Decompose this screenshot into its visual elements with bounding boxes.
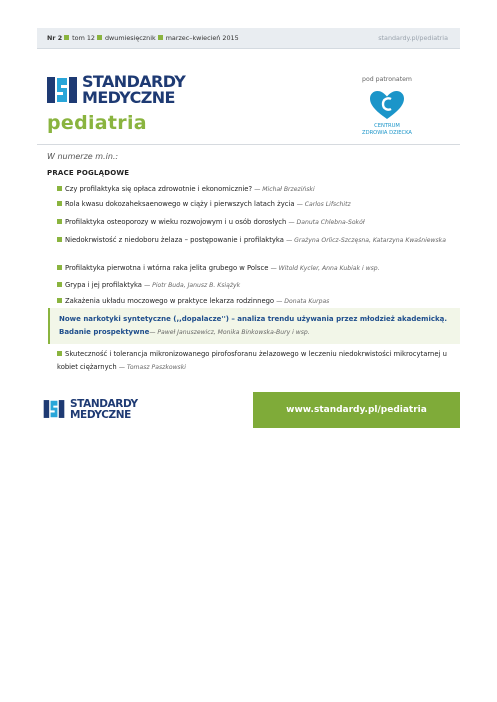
article-title: Czy profilaktyka się opłaca zdrowotnie i ekonomicznie? xyxy=(65,185,253,193)
patronage-org xyxy=(352,123,422,136)
bullet-square-icon xyxy=(57,237,62,242)
article-item[interactable] xyxy=(57,234,452,247)
bullet-square-icon xyxy=(57,298,62,303)
bullet-square-icon xyxy=(57,186,62,191)
article-authors: — Piotr Buda, Janusz B. Książyk xyxy=(144,282,241,289)
header-divider xyxy=(37,144,460,145)
article-authors: — Donata Kurpas xyxy=(276,298,330,305)
volume: tom 12 xyxy=(72,34,95,42)
logo-line1: STANDARDY xyxy=(82,72,186,91)
bullet-square-icon xyxy=(57,219,62,224)
logo-mark-icon xyxy=(47,74,77,106)
patronage-org-line2: ZDROWIA DZIECKA xyxy=(362,129,412,136)
issue-details xyxy=(47,28,239,48)
article-item[interactable] xyxy=(57,295,452,308)
bullet-square-icon xyxy=(57,201,62,206)
article-authors: — Tomasz Paszkowski xyxy=(118,364,186,371)
logo-line2: MEDYCZNE xyxy=(82,88,175,107)
website-link[interactable]: www.standardy.pl/pediatria xyxy=(253,392,460,428)
journal-name: pediatria xyxy=(47,112,147,134)
featured-authors: — Paweł Januszewicz, Monika Binkowska-Bury i wsp. xyxy=(149,329,310,336)
logo-wordmark xyxy=(82,74,185,106)
footer-logo-line1: STANDARDY xyxy=(70,398,138,410)
patronage-org-line1: CENTRUM xyxy=(374,123,400,129)
article-item[interactable] xyxy=(57,279,452,292)
article-title: Skuteczność i tolerancja mikronizowanego pirofosforanu żelazowego w leczeniu niedokrwistości mikrocytarnej u kobiet ciężarnych xyxy=(57,350,447,371)
article-item[interactable] xyxy=(57,262,452,275)
patronage-label: pod patronatem xyxy=(362,76,412,83)
featured-article-text xyxy=(59,313,449,339)
topbar-url[interactable]: standardy.pl/pediatria xyxy=(378,34,448,42)
bullet-square-icon xyxy=(57,282,62,287)
article-item[interactable] xyxy=(57,216,452,229)
article-title: Niedokrwistość z niedoboru żelaza – postępowanie i profilaktyka xyxy=(65,236,284,244)
article-title: Rola kwasu dokozaheksaenowego w ciąży i pierwszych latach życia xyxy=(65,200,295,208)
issue-number: Nr 2 xyxy=(47,34,63,42)
section-heading: PRACE POGLĄDOWE xyxy=(47,169,130,177)
footer-wordmark xyxy=(70,399,138,420)
article-authors: — Carlos Lifschitz xyxy=(296,201,351,208)
article-item[interactable] xyxy=(57,348,452,374)
article-title: Zakażenia układu moczowego w praktyce lekarza rodzinnego xyxy=(65,297,275,305)
article-item[interactable] xyxy=(57,183,452,196)
issue-info-bar xyxy=(37,28,460,49)
frequency: dwumiesięcznik xyxy=(104,34,156,42)
period: marzec–kwiecień 2015 xyxy=(165,34,239,42)
article-title: Profilaktyka pierwotna i wtórna raka jelita grubego w Polsce xyxy=(65,264,269,272)
article-authors: — Michał Brzeziński xyxy=(254,186,315,193)
patronage-block xyxy=(352,76,422,136)
logo-mark-icon xyxy=(43,398,65,420)
green-square-icon xyxy=(158,35,163,40)
green-square-icon xyxy=(64,35,69,40)
article-item[interactable] xyxy=(57,198,452,211)
green-square-icon xyxy=(97,35,102,40)
bullet-square-icon xyxy=(57,265,62,270)
article-authors: — Witold Kycler, Anna Kubiak i wsp. xyxy=(270,265,380,272)
article-title: Profilaktyka osteoporozy w wieku rozwojowym i u osób dorosłych xyxy=(65,218,287,226)
article-authors: — Danuta Chlebna-Sokół xyxy=(288,219,365,226)
featured-article[interactable] xyxy=(48,308,460,344)
intro-text: W numerze m.in.: xyxy=(47,152,119,161)
czd-heart-logo-icon xyxy=(368,89,406,121)
footer-logo-line2: MEDYCZNE xyxy=(70,408,131,421)
article-authors: — Grażyna Orlicz-Szczęsna, Katarzyna Kwaśniewska xyxy=(286,237,446,244)
featured-title: Nowe narkotyki syntetyczne (,,dopalacze'') – analiza trendu używania przez młodzież akademicką. Badanie prospektywne xyxy=(59,315,448,336)
article-title: Grypa i jej profilaktyka xyxy=(65,281,142,289)
bullet-square-icon xyxy=(57,351,62,356)
